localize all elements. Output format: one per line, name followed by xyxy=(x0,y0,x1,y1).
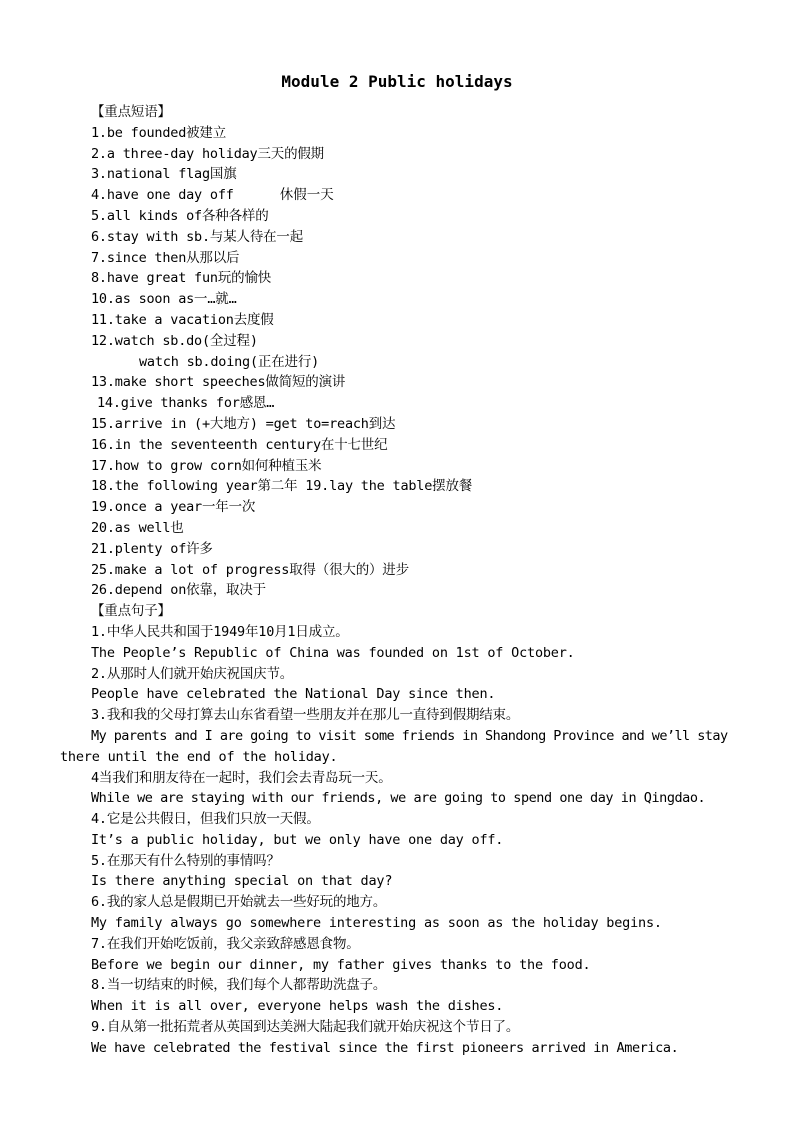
phrase-item: 11.take a vacation去度假 xyxy=(91,311,274,328)
sentence-chinese: 7.在我们开始吃饭前，我父亲致辞感恩食物。 xyxy=(91,935,360,952)
sentence-english-continued: there until the end of the holiday. xyxy=(60,748,338,765)
sentence-chinese: 3.我和我的父母打算去山东省看望一些朋友并在那儿一直待到假期结束。 xyxy=(91,707,520,724)
phrase-item: 16.in the seventeenth century在十七世纪 xyxy=(91,436,388,453)
sentence-chinese: 4当我们和朋友待在一起时，我们会去青岛玩一天。 xyxy=(91,769,392,786)
sentence-chinese: 2.从那时人们就开始庆祝国庆节。 xyxy=(91,665,294,682)
phrase-item: 6.stay with sb.与某人待在一起 xyxy=(91,228,304,245)
phrase-english: 4.have one day off xyxy=(91,187,234,204)
phrase-item: 15.arrive in (+大地方) =get to=reach到达 xyxy=(91,415,396,432)
phrase-chinese: 休假一天 xyxy=(279,187,334,204)
phrase-item: 10.as soon as一…就… xyxy=(91,291,237,308)
phrase-item: 26.depend on依靠，取决于 xyxy=(91,582,266,599)
phrase-item xyxy=(0,185,794,206)
phrase-item: 2.a three-day holiday三天的假期 xyxy=(91,145,324,162)
sentence-english: It’s a public holiday, but we only have one day off. xyxy=(91,831,504,848)
phrase-item: 19.once a year一年一次 xyxy=(91,499,256,516)
sentence-chinese: 6.我的家人总是假期已开始就去一些好玩的地方。 xyxy=(91,894,387,911)
phrase-item: 18.the following year第二年 19.lay the table摆放餐 xyxy=(91,478,473,495)
sentence-english: We have celebrated the festival since the first pioneers arrived in America. xyxy=(91,1039,679,1056)
sentence-english: When it is all over, everyone helps wash the dishes. xyxy=(91,998,504,1015)
sentence-english: Is there anything special on that day? xyxy=(91,873,393,890)
phrase-item: 14.give thanks for感恩… xyxy=(97,395,275,412)
sentence-english: My parents and I are going to visit some friends in Shandong Province and we’ll stay xyxy=(91,727,728,744)
phrase-item: 3.national flag国旗 xyxy=(91,166,237,183)
sentence-english: Before we begin our dinner, my father gives thanks to the food. xyxy=(91,956,591,973)
phrase-item: 7.since then从那以后 xyxy=(91,249,240,266)
phrases-heading: 【重点短语】 xyxy=(91,104,171,120)
sentence-chinese: 1.中华人民共和国于1949年10月1日成立。 xyxy=(91,623,349,640)
sentences-heading: 【重点句子】 xyxy=(91,603,171,620)
sentence-chinese: 8.当一切结束的时候，我们每个人都帮助洗盘子。 xyxy=(91,977,387,994)
phrase-item: 13.make short speeches做简短的演讲 xyxy=(91,374,346,391)
phrase-item: 1.be founded被建立 xyxy=(91,124,227,141)
document-title: Module 2 Public holidays xyxy=(281,72,513,91)
phrase-item: 8.have great fun玩的愉快 xyxy=(91,270,272,287)
sentence-english: While we are staying with our friends, we are going to spend one day in Qingdao. xyxy=(91,790,706,807)
phrase-item: 25.make a lot of progress取得（很大的）进步 xyxy=(91,561,409,578)
phrase-item: 12.watch sb.do(全过程) xyxy=(91,332,258,349)
phrase-item: 20.as well也 xyxy=(91,519,184,536)
sentence-english: The People’s Republic of China was founded on 1st of October. xyxy=(91,644,575,661)
sentence-english: People have celebrated the National Day since then. xyxy=(91,686,496,703)
sentence-chinese: 9.自从第一批拓荒者从英国到达美洲大陆起我们就开始庆祝这个节日了。 xyxy=(91,1019,520,1036)
phrase-item: 21.plenty of许多 xyxy=(91,540,213,557)
phrase-item: 17.how to grow corn如何种植玉米 xyxy=(91,457,322,474)
document-body xyxy=(0,102,794,1059)
phrase-item: watch sb.doing(正在进行) xyxy=(139,353,320,370)
phrase-item: 5.all kinds of各种各样的 xyxy=(91,207,269,224)
sentence-english: My family always go somewhere interesting as soon as the holiday begins. xyxy=(91,915,662,932)
sentence-chinese: 5.在那天有什么特别的事情吗？ xyxy=(91,852,280,869)
sentence-chinese: 4.它是公共假日，但我们只放一天假。 xyxy=(91,811,320,828)
